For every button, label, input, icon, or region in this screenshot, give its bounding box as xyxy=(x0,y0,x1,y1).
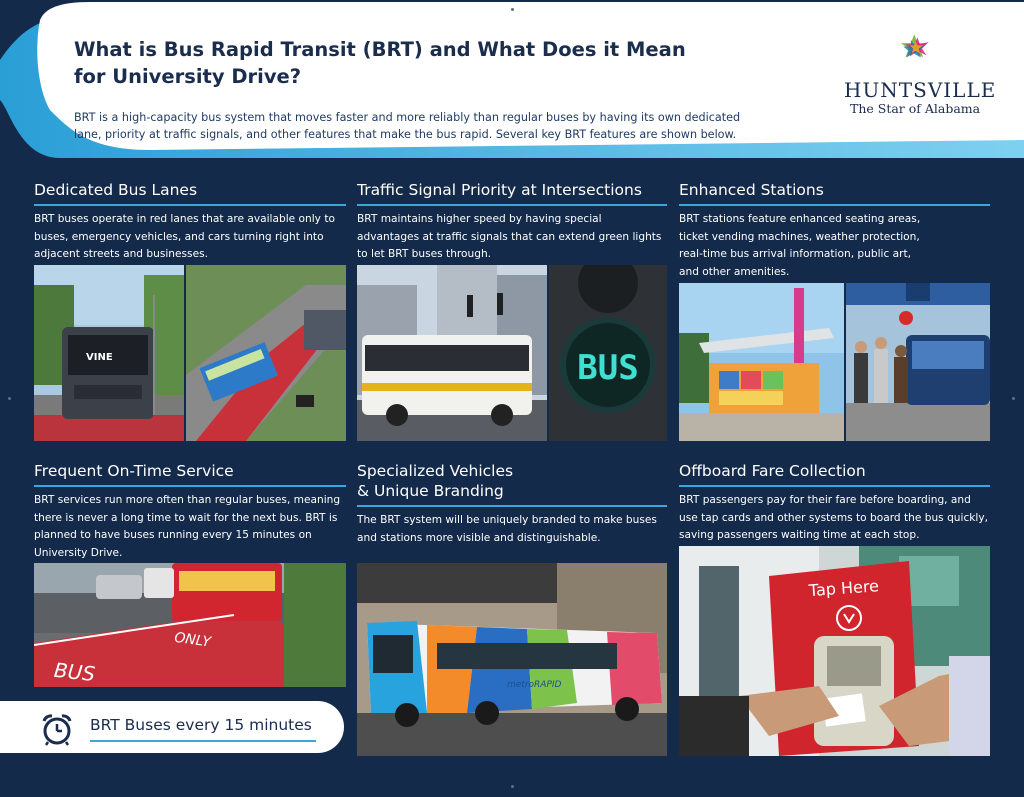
lane-only-label: ONLY xyxy=(173,629,212,651)
section-body: BRT buses operate in red lanes that are available only to buses, emergency vehicles, and cars turning right into adjacent streets and businesses. xyxy=(34,213,335,260)
page-title: What is Bus Rapid Transit (BRT) and What Does it Mean for University Drive? xyxy=(74,38,686,88)
section-traffic-signal-priority xyxy=(357,180,667,264)
decorative-dot xyxy=(1012,397,1015,400)
section-title: Traffic Signal Priority at Intersections xyxy=(357,180,667,206)
section-title xyxy=(357,461,667,507)
section-body: BRT maintains higher speed by having special advantages at traffic signals that can extend green lights to let BRT buses through. xyxy=(357,213,662,260)
section-body: The BRT system will be uniquely branded to make buses and stations more visible and distinguishable. xyxy=(357,514,657,544)
photo-station-boarding xyxy=(846,283,990,441)
decorative-dot xyxy=(511,8,514,11)
section-title: Offboard Fare Collection xyxy=(679,461,990,487)
intro-text: BRT is a high-capacity bus system that moves faster and more reliably than regular buses by having its own dedicated lane, priority at traffic signals, and other features that make the bus rapid. Several key BRT features are shown below. xyxy=(74,111,741,141)
section-body: BRT stations feature enhanced seating areas, ticket vending machines, weather protection, real-time bus arrival information, public art, and other amenities. xyxy=(679,213,921,278)
alarm-clock-icon xyxy=(40,712,74,746)
section-title-line2: & Unique Branding xyxy=(357,482,504,500)
decorative-dot xyxy=(511,785,514,788)
section-dedicated-bus-lanes xyxy=(34,180,346,264)
section-offboard-fare xyxy=(679,461,990,545)
vine-label: VINE xyxy=(86,352,113,363)
logo-tagline: The Star of Alabama xyxy=(850,101,981,116)
section-enhanced-stations xyxy=(679,180,990,281)
callout-text: BRT Buses every 15 minutes xyxy=(90,716,312,734)
callout-underline xyxy=(90,740,316,742)
photo-bus-at-intersection xyxy=(357,265,547,441)
section-title: Enhanced Stations xyxy=(679,180,990,206)
photo-bus-lane-vine xyxy=(34,265,184,441)
section-frequent-service xyxy=(34,461,346,562)
star-icon xyxy=(842,32,992,82)
section-title-line1: Specialized Vehicles xyxy=(357,462,514,480)
photo-metro-rapid-bus xyxy=(357,563,667,756)
metro-rapid-label: metroRAPID xyxy=(507,680,562,690)
photo-station-shelter xyxy=(679,283,844,441)
section-title: Dedicated Bus Lanes xyxy=(34,180,346,206)
photo-bus-signal xyxy=(549,265,667,441)
section-specialized-vehicles xyxy=(357,461,667,547)
tap-here-label: Tap Here xyxy=(808,576,880,601)
bus-signal-label: BUS xyxy=(577,348,639,388)
photo-tap-card-reader xyxy=(679,546,990,756)
lane-bus-label: BUS xyxy=(52,657,97,687)
decorative-dot xyxy=(8,397,11,400)
section-body: BRT passengers pay for their fare before boarding, and use tap cards and other systems to board the bus quickly, saving passengers waiting time at each stop. xyxy=(679,494,988,541)
section-body: BRT services run more often than regular buses, meaning there is never a long time to wait for the next bus. BRT is planned to have buses running every 15 minutes on University Drive. xyxy=(34,494,341,559)
section-title: Frequent On-Time Service xyxy=(34,461,346,487)
logo-name: HUNTSVILLE xyxy=(844,78,997,102)
photo-bus-only-lane xyxy=(34,563,346,687)
photo-red-bus-lane-aerial xyxy=(186,265,346,441)
